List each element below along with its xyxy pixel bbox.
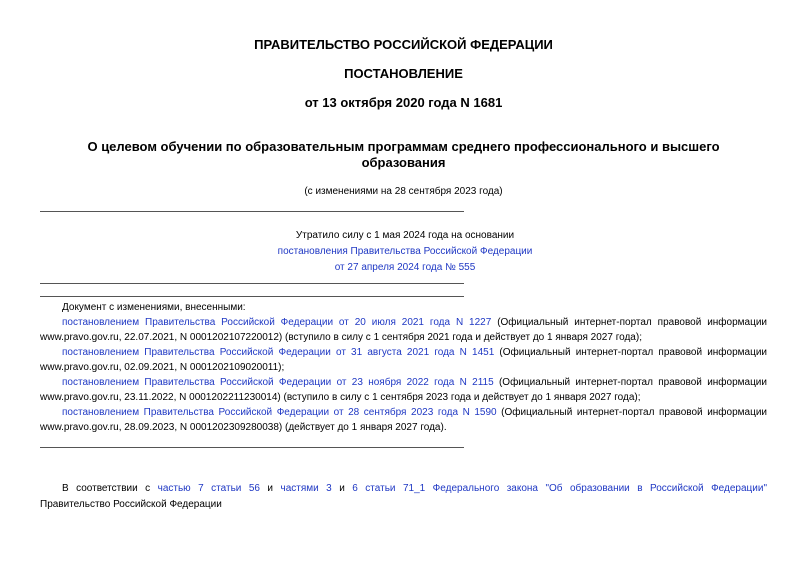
divider [40, 447, 464, 448]
amendment-details: (Официальный интернет-портал правовой информации www.pravo.gov.ru, 22.07.2021, N 0001202107220012) (вступило в силу с 1 сентября 2021 года и действует до 1 января 2027 года); [40, 317, 767, 343]
law-link-part-7-article-56[interactable]: частью 7 статьи 56 [157, 483, 260, 494]
amendment-link[interactable]: постановлением Правительства Российской Федерации от 23 ноября 2022 года N 2115 [62, 377, 494, 388]
amendment-item [40, 405, 767, 435]
divider [40, 283, 464, 284]
amendment-details: (Официальный интернет-портал правовой информации www.pravo.gov.ru, 28.09.2023, N 0001202309280038) (действует до 1 января 2027 года). [40, 407, 767, 433]
amendments-list [40, 300, 767, 435]
revision-note: (с изменениями на 28 сентября 2023 года) [304, 186, 503, 197]
document-title: О целевом обучении по образовательным программам среднего профессионального и высшего образования [87, 139, 720, 170]
amendments-intro: Документ с изменениями, внесенными: [62, 302, 246, 313]
document-type: ПОСТАНОВЛЕНИЕ [344, 66, 463, 81]
amendment-details: (Официальный интернет-портал правовой информации www.pravo.gov.ru, 02.09.2021, N 0001202109020011); [40, 347, 767, 373]
preamble [40, 481, 767, 513]
amendment-link[interactable]: постановлением Правительства Российской Федерации от 20 июля 2021 года N 1227 [62, 317, 492, 328]
amendment-item [40, 345, 767, 375]
amendment-link[interactable]: постановлением Правительства Российской Федерации от 31 августа 2021 года N 1451 [62, 347, 495, 358]
amendment-link[interactable]: постановлением Правительства Российской Федерации от 28 сентября 2023 года N 1590 [62, 407, 497, 418]
document-date-number: от 13 октября 2020 года N 1681 [304, 95, 503, 110]
amendment-item [40, 315, 767, 345]
expired-link-line-1[interactable]: постановления Правительства Российской Федерации [277, 246, 533, 257]
preamble-line [40, 481, 767, 497]
law-link-parts-3[interactable]: частями 3 [280, 483, 332, 494]
expired-notice [205, 228, 605, 276]
expired-link-line-2[interactable]: от 27 апреля 2024 года № 555 [334, 262, 476, 273]
law-link-article-71-1[interactable]: 6 статьи 71_1 Федерального закона "Об образовании в Российской Федерации" [352, 483, 767, 494]
preamble-text: и [331, 483, 353, 494]
preamble-line-2: Правительство Российской Федерации [40, 499, 222, 510]
preamble-text: В соответствии с [62, 483, 158, 494]
preamble-text: и [259, 483, 281, 494]
amendment-item [40, 375, 767, 405]
amendment-details: (Официальный интернет-портал правовой информации www.pravo.gov.ru, 23.11.2022, N 0001202211230014) (вступило в силу с 1 сентября 2023 года и действует до 1 января 2027 года); [40, 377, 767, 403]
divider [40, 211, 464, 212]
divider [40, 296, 464, 297]
issuing-authority: ПРАВИТЕЛЬСТВО РОССИЙСКОЙ ФЕДЕРАЦИИ [254, 37, 553, 52]
expired-text: Утратило силу с 1 мая 2024 года на основании [295, 230, 515, 241]
